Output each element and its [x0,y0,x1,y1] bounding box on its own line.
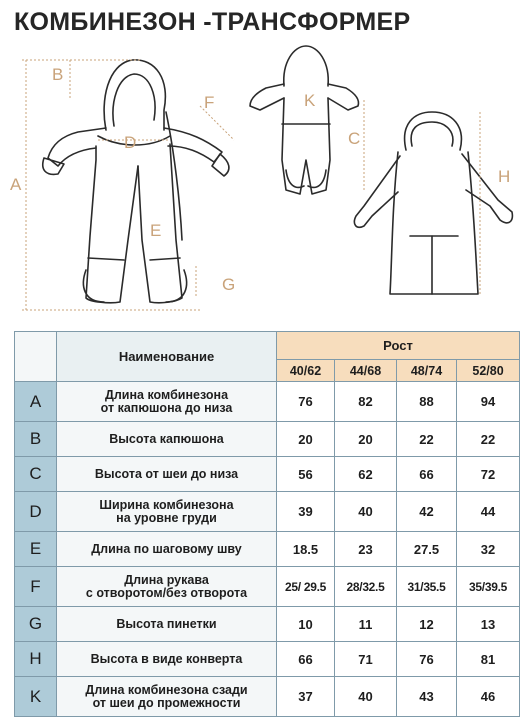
parameter-line-1: Высота в виде конверта [90,651,243,666]
parameter-line-1: Длина рукава [124,572,209,587]
dimension-label-d: D [124,133,137,152]
row-parameter-cell [57,422,277,457]
parameter-line-2: на уровне груди [116,510,217,525]
value-cell: 46 [457,677,520,717]
value-cell: 66 [397,457,457,492]
value-cell: 11 [335,607,397,642]
table-row [15,422,520,457]
row-parameter-cell [57,567,277,607]
value-cell: 88 [397,382,457,422]
dimension-label-g: G [222,275,236,294]
dimension-label-e: E [150,221,162,240]
value-cell: 31/35.5 [397,567,457,607]
garment-diagram-svg [0,40,531,330]
value-cell: 44 [457,492,520,532]
value-cell: 76 [277,382,335,422]
value-cell: 40 [335,492,397,532]
parameter-line-2: от капюшона до низа [100,400,233,415]
value-cell: 71 [335,642,397,677]
parameter-line-1: Длина по шаговому шву [91,541,242,556]
parameter-line-2: от шеи до промежности [92,695,241,710]
back-view-suit [250,46,359,194]
table-row [15,642,520,677]
value-cell: 37 [277,677,335,717]
parameter-line-2: с отворотом/без отворота [85,585,248,600]
garment-diagram [0,40,531,330]
parameter-line-1: Длина комбинезона сзади [85,682,248,697]
value-cell: 62 [335,457,397,492]
value-cell: 39 [277,492,335,532]
row-letter-cell: C [15,457,57,492]
envelope-view [354,112,512,294]
table-row [15,607,520,642]
table-row [15,492,520,532]
value-cell: 20 [277,422,335,457]
name-column-header: Наименование [57,332,277,382]
size-header-44-68: 44/68 [335,360,397,382]
value-cell: 22 [397,422,457,457]
row-parameter-cell [57,677,277,717]
row-letter-cell: K [15,677,57,717]
table-row [15,532,520,567]
parameter-line-1: Высота капюшона [109,431,224,446]
value-cell: 12 [397,607,457,642]
row-letter-cell: E [15,532,57,567]
value-cell: 42 [397,492,457,532]
row-letter-cell: D [15,492,57,532]
front-view-suit [43,60,229,303]
table-body [15,382,520,717]
size-header-52-80: 52/80 [457,360,520,382]
value-cell: 56 [277,457,335,492]
parameter-line-1: Длина комбинезона [104,387,229,402]
size-header-48-74: 48/74 [397,360,457,382]
row-parameter-cell [57,642,277,677]
row-parameter-cell [57,492,277,532]
dimension-label-f: F [204,93,215,112]
value-cell: 13 [457,607,520,642]
row-parameter-cell [57,457,277,492]
value-cell: 35/39.5 [457,567,520,607]
table-row [15,457,520,492]
value-cell: 32 [457,532,520,567]
size-header-40-62: 40/62 [277,360,335,382]
dimension-label-b: B [52,65,64,84]
size-chart-table [14,331,520,717]
row-parameter-cell [57,607,277,642]
value-cell: 81 [457,642,520,677]
table-header [15,332,520,382]
value-cell: 28/32.5 [335,567,397,607]
value-cell: 76 [397,642,457,677]
parameter-line-1: Ширина комбинезона [99,497,234,512]
value-cell: 25/ 29.5 [277,567,335,607]
page-title: КОМБИНЕЗОН -ТРАНСФОРМЕР [14,8,411,36]
value-cell: 43 [397,677,457,717]
value-cell: 18.5 [277,532,335,567]
value-cell: 82 [335,382,397,422]
value-cell: 23 [335,532,397,567]
table-row [15,567,520,607]
row-letter-cell: G [15,607,57,642]
table-row [15,677,520,717]
parameter-line-1: Высота от шеи до низа [94,466,239,481]
value-cell: 20 [335,422,397,457]
value-cell: 22 [457,422,520,457]
table-corner-cell [15,332,57,382]
dimension-label-c: C [348,129,361,148]
value-cell: 94 [457,382,520,422]
dimension-label-a: A [10,175,22,194]
row-letter-cell: H [15,642,57,677]
value-cell: 10 [277,607,335,642]
row-parameter-cell [57,532,277,567]
parameter-line-1: Высота пинетки [116,616,217,631]
row-letter-cell: B [15,422,57,457]
row-letter-cell: F [15,567,57,607]
value-cell: 66 [277,642,335,677]
row-letter-cell: A [15,382,57,422]
dimension-label-k: K [304,91,316,110]
table-row [15,382,520,422]
dimension-label-h: H [498,167,511,186]
value-cell: 40 [335,677,397,717]
row-parameter-cell [57,382,277,422]
value-cell: 27.5 [397,532,457,567]
value-cell: 72 [457,457,520,492]
height-group-header: Рост [277,332,520,360]
